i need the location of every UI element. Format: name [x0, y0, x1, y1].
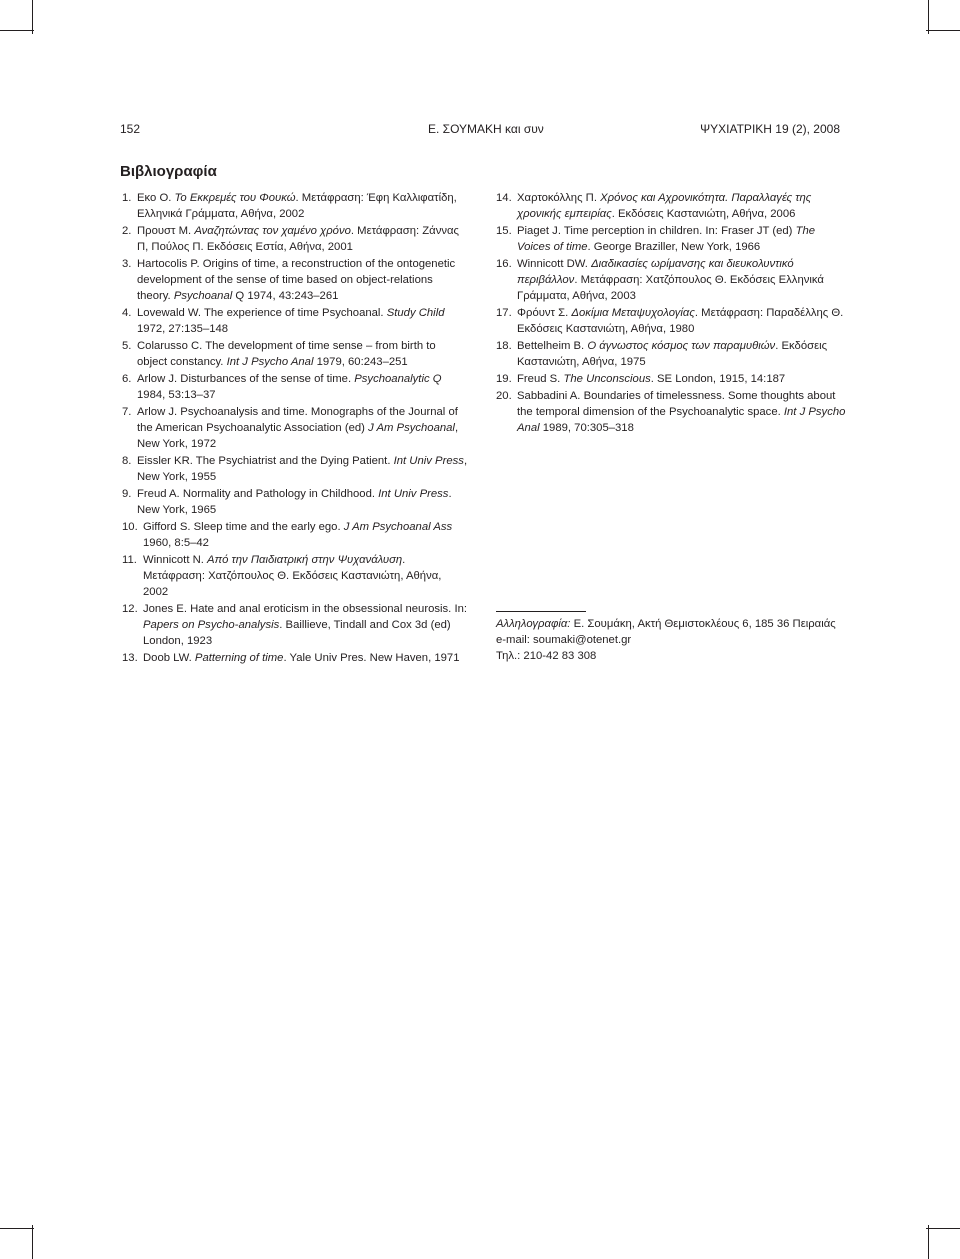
reference-text: . Yale Univ Pres. New Haven, 1971 [283, 652, 460, 664]
reference-text: Doob LW. [143, 652, 195, 664]
reference-text: . Μετάφραση: Ζάννας Π, Πούλος Π. Εκδόσεις Εστία, Αθήνα, 2001 [137, 225, 459, 253]
reference-text: 1979, 60:243–251 [313, 356, 408, 368]
footnote-rule [496, 611, 586, 612]
reference-text: Arlow J. Disturbances of the sense of time. [137, 373, 355, 385]
reference-title: Psychoanalytic Q [354, 373, 442, 385]
reference-text: . Εκδόσεις Καστανιώτη, Αθήνα, 1975 [517, 340, 828, 368]
reference-number: 8. [122, 455, 132, 467]
reference-title: Patterning of time [194, 652, 284, 664]
correspondence-address: Ε. Σουμάκη, Ακτή Θεμιστοκλέους 6, 185 36 Πειραιάς [570, 618, 836, 630]
reference-item [122, 552, 468, 600]
reference-title: Int J Psycho Anal [517, 406, 846, 434]
reference-title: Papers on Psycho-analysis [143, 619, 280, 631]
reference-text: Χαρτοκόλλης Π. [517, 192, 601, 204]
reference-text: . Μετάφραση: Χατζόπουλος Θ. Εκδόσεις Ελληνικά Γράμματα, Αθήνα, 2003 [517, 274, 824, 302]
reference-title: Αναζητώντας τον χαμένο χρόνο [194, 225, 351, 237]
reference-text: Gifford S. Sleep time and the early ego. [143, 521, 344, 533]
reference-text: Φρόυντ Σ. [517, 307, 572, 319]
reference-text: Lovewald W. The experience of time Psychoanal. [137, 307, 387, 319]
reference-number: 4. [122, 307, 132, 319]
reference-text: . Μετάφραση: Παραδέλλης Θ. Εκδόσεις Καστανιώτη, Αθήνα, 1980 [517, 307, 844, 335]
reference-number: 15. [496, 225, 512, 237]
reference-item [122, 256, 468, 304]
reference-title: J Am Psychoanal [368, 422, 455, 434]
correspondence-phone: Τηλ.: 210-42 83 308 [496, 650, 597, 662]
reference-item [122, 519, 468, 551]
reference-text: Εκο Ο. [137, 192, 175, 204]
reference-number: 14. [496, 192, 512, 204]
reference-text: Bettelheim B. [517, 340, 588, 352]
reference-text: 1960, 8:5–42 [143, 537, 209, 549]
crop-mark-right-upper [926, 30, 960, 31]
reference-item [496, 338, 846, 370]
reference-text: Hartocolis P. Origins of time, a reconstruction of the ontogenetic development of the sense of time based on object-relations theory. [137, 258, 456, 302]
reference-item [496, 256, 846, 304]
reference-text: . Μετάφραση: Χατζόπουλος Θ. Εκδόσεις Καστανιώτη, Αθήνα, 2002 [143, 554, 442, 598]
reference-number: 16. [496, 258, 512, 270]
reference-title: Int Univ Press [378, 488, 449, 500]
crop-mark-right-lower [926, 1228, 960, 1229]
reference-item [496, 371, 846, 387]
reference-title: Study Child [386, 307, 445, 319]
reference-number: 9. [122, 488, 132, 500]
reference-text: . Μετάφραση: Έφη Καλλιφατίδη, Ελληνικά Γράμματα, Αθήνα, 2002 [137, 192, 457, 220]
reference-title: Psychoanal [173, 290, 233, 302]
reference-number: 5. [122, 340, 132, 352]
page-number: 152 [120, 122, 141, 136]
reference-text: Winnicott DW. [517, 258, 592, 270]
crop-mark-bottom-right [928, 1225, 929, 1259]
reference-title: J Am Psychoanal Ass [343, 521, 453, 533]
reference-number: 7. [122, 406, 132, 418]
correspondence-label: Αλληλογραφία: [496, 618, 571, 630]
reference-item [122, 486, 468, 518]
reference-number: 17. [496, 307, 512, 319]
reference-text: Piaget J. Time perception in children. In: Fraser JT (ed) [517, 225, 796, 237]
references-left-column [122, 190, 468, 667]
correspondence-address-line [496, 616, 836, 632]
references-right-column [496, 190, 846, 437]
reference-number: 2. [122, 225, 132, 237]
reference-item [122, 404, 468, 452]
reference-title: Το Εκκρεμές του Φουκώ [174, 192, 296, 204]
reference-item [122, 371, 468, 403]
reference-number: 20. [496, 390, 512, 402]
crop-mark-left-lower [0, 1228, 34, 1229]
reference-text: 1989, 70:305–318 [539, 422, 634, 434]
reference-text: Winnicott N. [143, 554, 208, 566]
header-authors: Ε. ΣΟΥΜΑΚΗ και συν [428, 122, 544, 136]
reference-title: The Unconscious [563, 373, 651, 385]
reference-number: 13. [122, 652, 138, 664]
reference-number: 19. [496, 373, 512, 385]
reference-text: 1972, 27:135–148 [137, 323, 229, 335]
reference-title: Int Univ Press [393, 455, 464, 467]
reference-item [496, 223, 846, 255]
reference-item [122, 305, 468, 337]
section-title: Βιβλιογραφία [120, 163, 217, 180]
reference-number: 11. [122, 554, 137, 566]
reference-text: . SE London, 1915, 14:187 [650, 373, 786, 385]
reference-text: , New York, 1972 [137, 422, 459, 450]
reference-number: 18. [496, 340, 512, 352]
reference-number: 3. [122, 258, 132, 270]
reference-number: 6. [122, 373, 132, 385]
reference-text: . Εκδόσεις Καστανιώτη, Αθήνα, 2006 [611, 208, 796, 220]
reference-text: . New York, 1965 [137, 488, 452, 516]
reference-text: Jones E. Hate and anal eroticism in the obsessional neurosis. In: [143, 603, 468, 615]
reference-item [122, 190, 468, 222]
reference-item [496, 190, 846, 222]
reference-title: Int J Psycho Anal [226, 356, 314, 368]
running-header [120, 122, 840, 140]
reference-title: Χρόνος και Αχρονικότητα. Παραλλαγές της χρονικής εμπειρίας [517, 192, 812, 220]
reference-text: . Baillieve, Tindall and Cox 3d (ed) London, 1923 [143, 619, 451, 647]
reference-item [122, 601, 468, 649]
reference-text: Eissler KR. The Psychiatrist and the Dying Patient. [137, 455, 394, 467]
reference-text: Προυστ Μ. [137, 225, 195, 237]
reference-text: Arlow J. Psychoanalysis and time. Monographs of the Journal of the American Psychoanalytic Association (ed) [137, 406, 458, 434]
reference-title: Από την Παιδιατρική στην Ψυχανάλυση [207, 554, 403, 566]
reference-item [496, 305, 846, 337]
reference-title: Διαδικασίες ωρίμανσης και διευκολυντικό περιβάλλον [517, 258, 794, 286]
reference-number: 12. [122, 603, 138, 615]
reference-title: Δοκίμια Μεταψυχολογίας [571, 307, 695, 319]
reference-text: Colarusso C. The development of time sense – from birth to object constancy. [137, 340, 436, 368]
reference-title: Ο άγνωστος κόσμος των παραμυθιών [587, 340, 776, 352]
correspondence-email: e-mail: soumaki@otenet.gr [496, 634, 632, 646]
reference-text: 1984, 53:13–37 [137, 389, 216, 401]
reference-item [122, 223, 468, 255]
correspondence-block [496, 616, 836, 664]
crop-mark-top-left [32, 0, 33, 34]
header-journal: ΨΥΧΙΑΤΡΙΚΗ 19 (2), 2008 [700, 122, 840, 136]
reference-text: , New York, 1955 [137, 455, 468, 483]
reference-item [122, 453, 468, 485]
crop-mark-top-right [928, 0, 929, 34]
reference-number: 10. [122, 521, 138, 533]
crop-mark-bottom-left [32, 1225, 33, 1259]
reference-item [122, 650, 468, 666]
reference-item [122, 338, 468, 370]
reference-item [496, 388, 846, 436]
reference-text: Q 1974, 43:243–261 [232, 290, 339, 302]
crop-mark-left-upper [0, 30, 34, 31]
reference-text: Sabbadini A. Boundaries of timelessness. Some thoughts about the temporal dimension of the Psychoanalytic space. [517, 390, 836, 418]
reference-title: The Voices of time [517, 225, 816, 253]
reference-number: 1. [122, 192, 132, 204]
reference-text: Freud A. Normality and Pathology in Childhood. [137, 488, 379, 500]
reference-text: Freud S. [517, 373, 564, 385]
reference-text: . George Braziller, New York, 1966 [587, 241, 761, 253]
